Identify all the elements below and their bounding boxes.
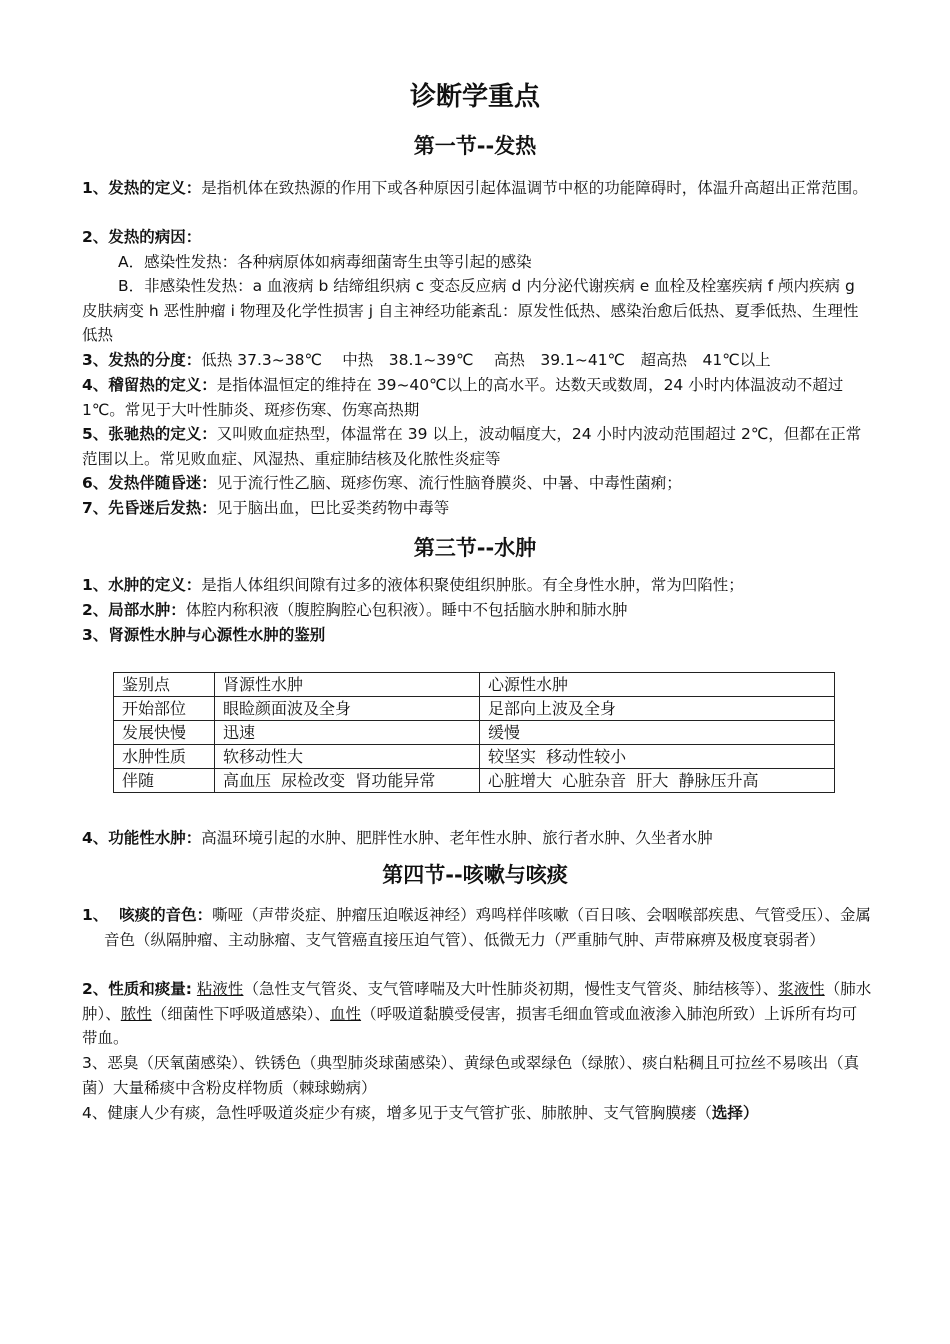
coma-then-fever-label: 7、先昏迷后发热： [82,499,217,517]
document-title: 诊断学重点 [409,82,540,112]
table-cell: 缓慢 [480,721,835,745]
fever-with-coma [82,471,872,496]
table-cell: 较坚实 移动性较小 [480,745,835,769]
table-cell: 软移动性大 [215,745,480,769]
local-edema [82,598,872,623]
table-cell: 心源性水肿 [480,673,835,697]
remittent-fever-text: 又叫败血症热型，体温常在 39 以上，波动幅度大，24 小时内波动范围超过 2℃，但都在正常范围以上。常见败血症、风湿热、重症肺结核及化脓性炎症等 [82,425,862,468]
fever-cause-a: A．感染性发热：各种病原体如病毒细菌寄生虫等引起的感染 [118,253,532,271]
edema-comparison-label: 3、肾源性水肿与心源性水肿的鉴别 [82,626,326,644]
purulent-term: 脓性 [120,1004,152,1023]
fever-grades-text: 低热 37.3~38℃ 中热 38.1~39℃ 高热 39.1~41℃ 超高热 41℃以上 [201,351,771,369]
section4-heading: 第四节--咳嗽与咳痰 [382,863,568,887]
bloody-text: （呼吸道黏膜受侵害，损害毛细血管或血液渗入肺泡所致）上诉所有均可带血。 [82,1004,858,1047]
remittent-fever-label: 5、张驰热的定义： [82,425,217,443]
table-row [114,697,835,721]
table-row [114,745,835,769]
serous-term: 浆液性 [778,980,825,998]
fever-definition-text: 是指机体在致热源的作用下或各种原因引起体温调节中枢的功能障碍时，体温升高超出正常范围。 [201,179,868,197]
sputum-color-odor: 3、恶臭（厌氧菌感染）、铁锈色（典型肺炎球菌感染）、黄绿色或翠绿色（绿脓）、痰白粘稠且可拉丝不易咳出（真菌）大量稀痰中含粉皮样物质（棘球蚴病） [82,1054,860,1097]
edema-definition-label: 1、水肿的定义： [82,576,202,594]
fever-grades-label: 3、发热的分度： [82,351,202,369]
table-cell: 肾源性水肿 [215,673,480,697]
table-cell: 开始部位 [114,697,215,721]
sputum-nature [82,977,872,1051]
fever-grades [82,348,872,373]
section1-heading: 第一节--发热 [413,134,537,158]
coma-then-fever-text: 见于脑出血，巴比妥类药物中毒等 [216,499,450,517]
table-cell: 迅速 [215,721,480,745]
local-edema-label: 2、局部水肿： [82,601,186,619]
fever-definition-label: 1、发热的定义： [82,179,202,197]
continued-fever-label: 4、稽留热的定义： [82,376,217,394]
healthy-sputum-text: 4、健康人少有痰，急性呼吸道炎症少有痰，增多见于支气管扩张、肺脓肿、支气管胸膜瘘（ [82,1104,712,1122]
edema-comparison-table [113,672,835,793]
section3-heading: 第三节--水肿 [413,536,537,560]
bloody-term: 血性 [330,1004,362,1023]
local-edema-text: 体腔内称积液（腹腔胸腔心包积液）。睡中不包括脑水肿和肺水肿 [185,601,628,619]
table-cell: 发展快慢 [114,721,215,745]
healthy-sputum-bold: 选择） [711,1104,759,1122]
table-cell: 足部向上波及全身 [480,697,835,721]
edema-definition [82,573,872,598]
remittent-fever [82,422,872,471]
fever-definition [82,176,872,201]
sputum-sound-label: 1、 咳痰的音色： [82,906,213,924]
functional-edema-label: 4、功能性水肿： [82,829,202,847]
edema-comparison-heading [82,623,872,648]
sputum-sound [82,903,872,952]
fever-causes-label: 2、发热的病因： [82,228,202,246]
continued-fever [82,373,872,422]
fever-causes-heading [82,225,872,250]
table-row [114,673,835,697]
table-row [114,769,835,793]
coma-then-fever [82,496,872,521]
continued-fever-text: 是指体温恒定的维持在 39~40℃以上的高水平。达数天或数周，24 小时内体温波动不超过 1℃。常见于大叶性肺炎、斑疹伤寒、伤寒高热期 [82,376,844,419]
table-cell: 水肿性质 [114,745,215,769]
mucoid-text: （急性支气管炎、支气管哮喘及大叶性肺炎初期，慢性支气管炎、肺结核等）、 [243,980,779,998]
fever-cause-b: B．非感染性发热：a 血液病 b 结缔组织病 c 变态反应病 d 内分泌代谢疾病 e 血栓及栓塞疾病 f 颅内疾病 g 皮肤病变 h 恶性肿瘤 i 物理及化学性损害 j 自主神经功能紊乱：原发性低热、感染治愈后低热、夏季低热、生理性低热 [82,277,859,344]
sputum-nature-label: 2、性质和痰量: [82,980,192,998]
fever-with-coma-text: 见于流行性乙脑、斑疹伤寒、流行性脑脊膜炎、中暑、中毒性菌痢； [216,474,682,492]
table-cell: 伴随 [114,769,215,793]
purulent-text: （细菌性下呼吸道感染）、 [151,1004,331,1023]
functional-edema-text: 高温环境引起的水肿、肥胖性水肿、老年性水肿、旅行者水肿、久坐者水肿 [201,829,713,847]
serous-text: （肺水肿）、 [82,980,872,1023]
table-cell: 心脏增大 心脏杂音 肝大 静脉压升高 [480,769,835,793]
functional-edema [82,826,872,851]
table-row [114,721,835,745]
table-cell: 高血压 尿检改变 肾功能异常 [215,769,480,793]
sputum-sound-text: 嘶哑（声带炎症、肿瘤压迫喉返神经）鸡鸣样伴咳嗽（百日咳、会咽喉部疾患、气管受压）、金属音色（纵隔肿瘤、主动脉瘤、支气管癌直接压迫气管）、低微无力（严重肺气肿、声带麻痹及极度衰弱者） [104,906,871,949]
table-cell: 眼睑颜面波及全身 [215,697,480,721]
table-cell: 鉴别点 [114,673,215,697]
healthy-sputum [82,1101,872,1126]
mucoid-term: 粘液性 [196,980,244,998]
fever-with-coma-label: 6、发热伴随昏迷： [82,474,217,492]
edema-definition-text: 是指人体组织间隙有过多的液体积聚使组织肿胀。有全身性水肿，常为凹陷性； [201,576,744,594]
